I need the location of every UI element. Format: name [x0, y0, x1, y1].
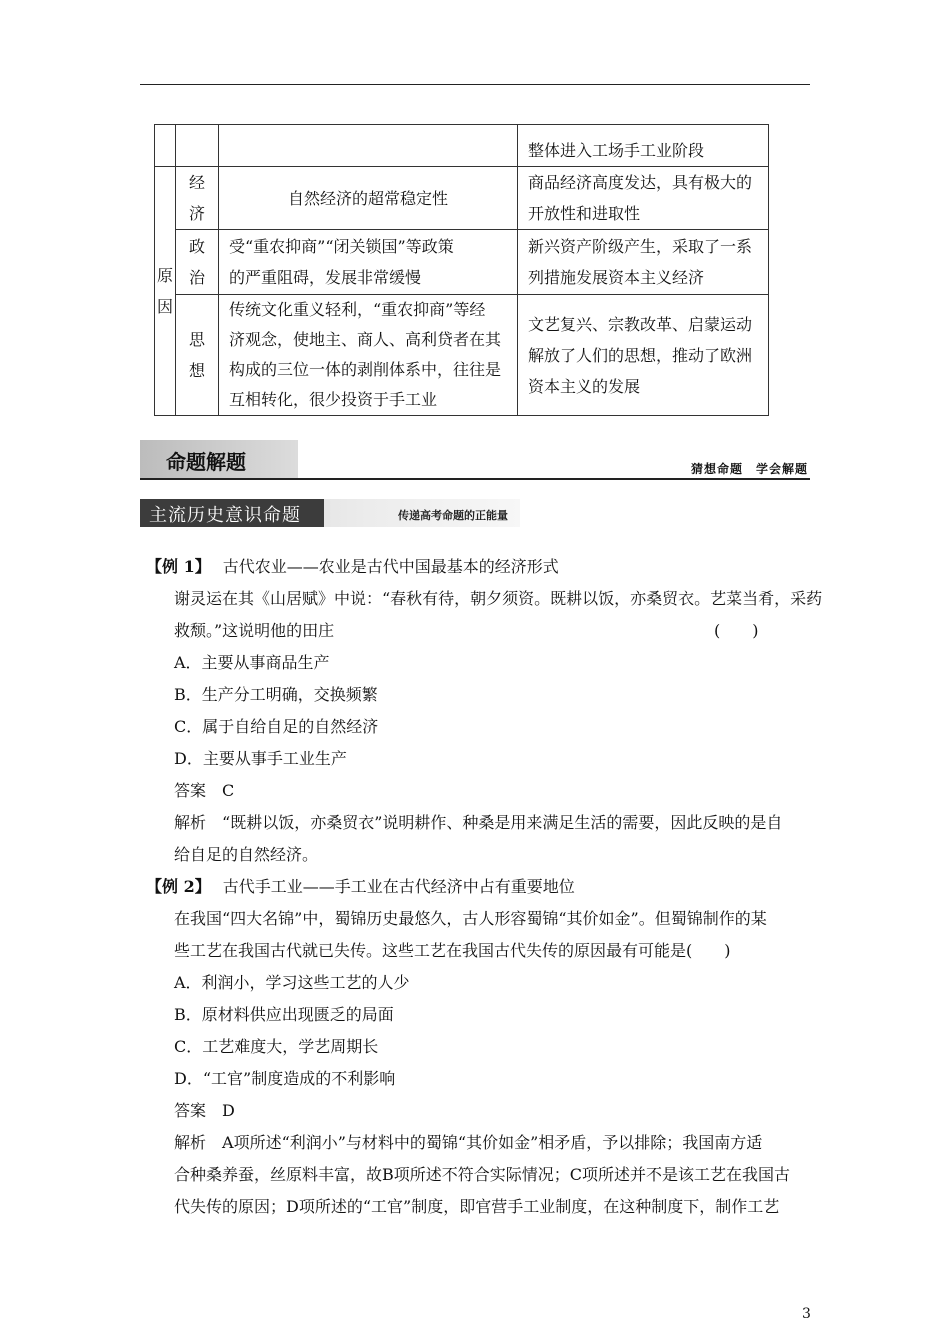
table-cell: 传统文化重义轻利，“重农抑商”等经 济观念，使地主、商人、高利贷者在其 构成的三位一体的剥削体系中，往往是 互相转化，很少投资于手工业	[219, 295, 518, 416]
row-label: 经济	[176, 167, 219, 230]
answer: 答案 D	[174, 1101, 235, 1120]
example-heading: 【例 1】 古代农业——农业是古代中国最基本的经济形式	[146, 557, 559, 576]
table-row	[155, 167, 769, 230]
row-label: 思想	[176, 295, 219, 416]
table-cell: 文艺复兴、宗教改革、启蒙运动 解放了人们的思想，推动了欧洲 资本主义的发展	[518, 295, 769, 416]
comparison-table	[154, 124, 769, 416]
example-heading: 【例 2】 古代手工业——手工业在古代经济中占有重要地位	[146, 877, 575, 896]
table-row	[155, 230, 769, 295]
table-cell: 自然经济的超常稳定性	[219, 167, 518, 230]
option-c: C．属于自给自足的自然经济	[174, 717, 379, 736]
question-text: 救颓。”这说明他的田庄	[174, 621, 335, 640]
table-row	[155, 295, 769, 416]
explanation: 解析 “既耕以饭，亦桑贸衣”说明耕作、种桑是用来满足生活的需要，因此反映的是自	[174, 813, 783, 832]
explanation-cont: 代失传的原因；D项所述的“工官”制度，即官营手工业制度，在这种制度下，制作工艺	[174, 1197, 780, 1216]
question-text: 些工艺在我国古代就已失传。这些工艺在我国古代失传的原因最有可能是( )	[174, 941, 731, 960]
subsection-title: 主流历史意识命题	[149, 505, 301, 526]
explanation: 解析 A项所述“利润小”与材料中的蜀锦“其价如金”相矛盾，予以排除；我国南方适	[174, 1133, 763, 1152]
option-c: C．工艺难度大，学艺周期长	[174, 1037, 379, 1056]
explanation-cont: 合种桑养蚕，丝原料丰富，故B项所述不符合实际情况；C项所述并不是该工艺在我国古	[174, 1165, 791, 1184]
subsection-header	[140, 499, 520, 527]
question-text: 在我国“四大名锦”中，蜀锦历史最悠久，古人形容蜀锦“其价如金”。但蜀锦制作的某	[174, 909, 767, 928]
table-cell: 新兴资产阶级产生，采取了一系 列措施发展资本主义经济	[518, 230, 769, 295]
example-tag: 【例 2】	[146, 877, 211, 896]
option-b: B．生产分工明确，交换频繁	[174, 685, 378, 704]
table-cell: 受“重农抑商”“闭关锁国”等政策 的严重阻碍，发展非常缓慢	[219, 230, 518, 295]
header-rule	[140, 84, 810, 85]
answer-blank: ( )	[714, 621, 759, 640]
question-text: 谢灵运在其《山居赋》中说：“春秋有待，朝夕须资。既耕以饭，亦桑贸衣。艺菜当肴，采药	[174, 589, 823, 608]
table-cell: 商品经济高度发达，具有极大的 开放性和进取性	[518, 167, 769, 230]
table-cell: 整体进入工场手工业阶段	[518, 125, 769, 167]
row-label: 政治	[176, 230, 219, 295]
option-d: D．“工官”制度造成的不利影响	[174, 1069, 396, 1088]
section-title: 命题解题	[166, 450, 246, 474]
section-header	[140, 440, 810, 480]
answer: 答案 C	[174, 781, 235, 800]
table-row	[155, 125, 769, 167]
subsection-subtitle: 传递高考命题的正能量	[398, 509, 508, 522]
example-tag: 【例 1】	[146, 557, 211, 576]
explanation-cont: 给自足的自然经济。	[174, 845, 319, 864]
option-a: A．利润小，学习这些工艺的人少	[174, 973, 410, 992]
section-subtitle: 猜想命题 学会解题	[690, 462, 808, 476]
page-number: 3	[802, 1306, 811, 1322]
option-a: A．主要从事商品生产	[174, 653, 330, 672]
option-b: B．原材料供应出现匮乏的局面	[174, 1005, 394, 1024]
option-d: D．主要从事手工业生产	[174, 749, 347, 768]
reason-label: 原 因	[155, 167, 176, 416]
